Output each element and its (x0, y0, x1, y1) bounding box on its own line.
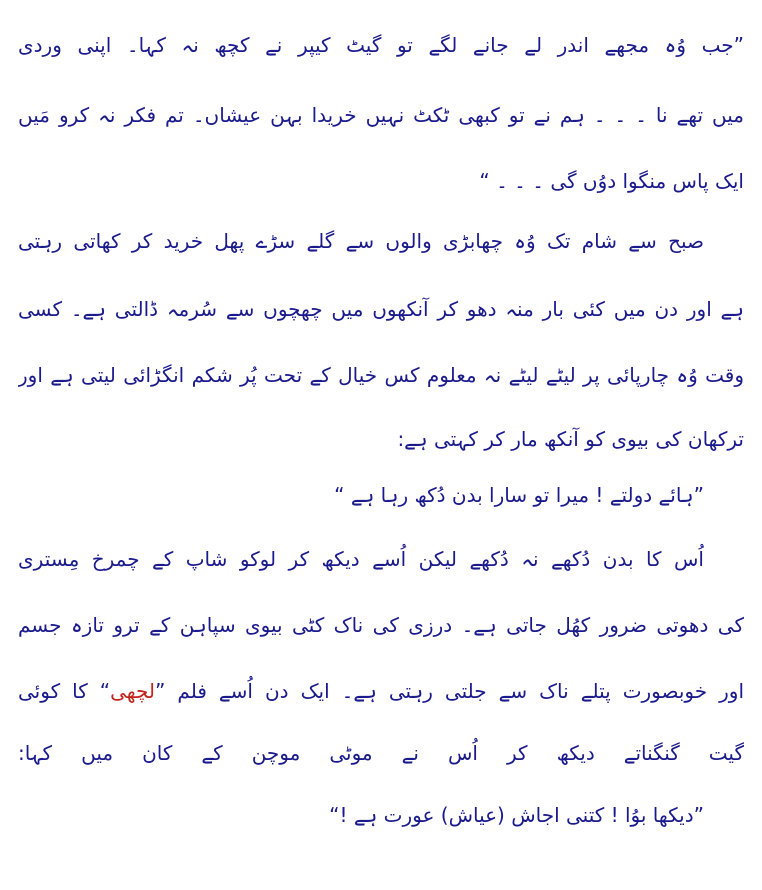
text-line-11 (18, 674, 744, 714)
text-line-4: صبح سے شام تک وُہ چھابڑی والوں سے گلے سڑے پھل خرید کر کھاتی رہتی (18, 229, 704, 253)
text-line-3: ایک پاس منگوا دوُں گی ۔ ۔ ۔ “ (479, 169, 744, 193)
text-line-11-end: “ کا کوئی (18, 679, 111, 703)
text-line-11-start: اور خوبصورت پتلے ناک سے جلتی رہتی ہے۔ ایک دن اُسے فلم ” (155, 679, 744, 703)
text-line-5: ہے اور دن میں کئی بار منہ دھو کر آنکھوں میں چھچوں سے سُرمہ ڈالتی ہے۔ کسی (18, 297, 744, 321)
text-line-10: کی دھوتی ضرور کھُل جاتی ہے۔ درزی کی ناک کٹی بیوی سپاہن کے ترو تازہ جسم (18, 613, 744, 637)
text-line-6: وقت وُہ چارپائی پر لیٹے لیٹے نہ معلوم کس خیال کے تحت پُر شکم انگڑائی لیتی ہے اور (18, 363, 744, 387)
text-line-8-quote: ”ہائے دولتے ! میرا تو سارا بدن دُکھ رہا ہے “ (334, 483, 704, 507)
text-line-2: میں تھے نا ۔ ۔ ۔ ہم نے تو کبھی ٹکٹ نہیں خریدا بہن عیشاں۔ تم فکر نہ کرو مَیں (18, 103, 744, 127)
text-line-12: گیت گنگناتے دیکھ کر اُس نے موٹی موچن کے کان میں کہا: (18, 741, 744, 765)
text-line-13-quote: ”دیکھا بوُا ! کتنی اجاش (عیاش) عورت ہے !“ (329, 803, 704, 827)
text-line-1: ”جب وُہ مجھے اندر لے جانے لگے تو گیٹ کیپر نے کچھ نہ کہا۔ اپنی وردی (18, 33, 744, 57)
text-line-9: اُس کا بدن دُکھے نہ دُکھے لیکن اُسے دیکھ کر لوکو شاپ کے چمرخ مِستری (18, 547, 704, 571)
film-name: لچھی (110, 679, 156, 703)
text-line-7: ترکھان کی بیوی کو آنکھ مار کر کہتی ہے: (397, 427, 744, 451)
